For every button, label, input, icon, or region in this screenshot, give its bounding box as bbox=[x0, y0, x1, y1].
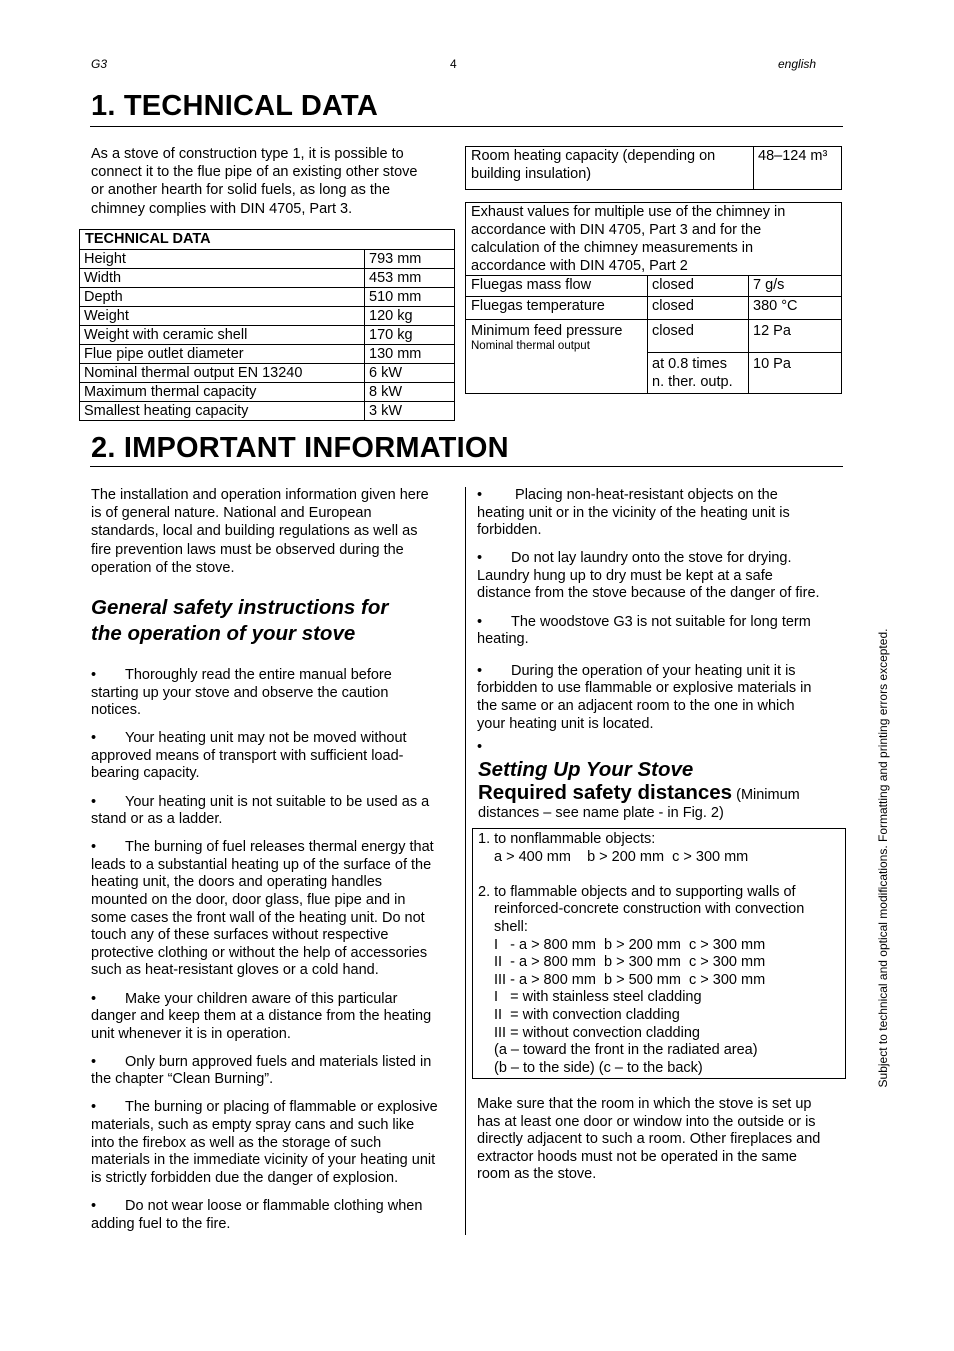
room-note: Make sure that the room in which the stove is set up has at least one door or window into the outside or is directly adjacent to such a room. Other fireplaces and extractor hoods must not be operated in the same room as the stove. bbox=[477, 1096, 821, 1183]
list-item: • Make your children aware of this particular danger and keep them at a distance from the heating unit whenever it is in operation. bbox=[91, 990, 432, 1042]
table-row: Nominal thermal output EN 13240 6 kW bbox=[80, 364, 455, 383]
list-item: • During the operation of your heating unit it is forbidden to use flammable or explosive materials in the same or an adjacent room to the one in which your heating unit is located. bbox=[477, 662, 812, 732]
table-row: Flue pipe outlet diameter 130 mm bbox=[80, 345, 455, 364]
section1-rule bbox=[90, 126, 843, 127]
table-row: Fluegas temperature closed 380 °C bbox=[466, 297, 842, 320]
list-item: • Placing non-heat-resistant objects on the heating unit or in the vicinity of the heating unit is forbidden. bbox=[477, 487, 790, 539]
exhaust-intro: Exhaust values for multiple use of the chimney in accordance with DIN 4705, Part 3 and for the calculation of the chimney measurements in accordance with DIN 4705, Part 2 bbox=[466, 203, 842, 276]
room-heating-value: 48–124 m³ bbox=[754, 147, 842, 190]
table-row: at 0.8 times n. ther. outp. 10 Pa bbox=[466, 353, 842, 394]
table-row: Width 453 mm bbox=[80, 269, 455, 288]
table-row: Fluegas mass flow closed 7 g/s bbox=[466, 276, 842, 297]
left-bullet-list bbox=[91, 667, 459, 1233]
table-row: Minimum feed pressure Nominal thermal output closed 12 Pa bbox=[466, 320, 842, 353]
side-note: Subject to technical and optical modifications. Formatting and printing errors excepted. bbox=[876, 628, 890, 1088]
list-item: • Do not lay laundry onto the stove for drying. Laundry hung up to dry must be kept at a safe distance from the stove because of the danger of fire. bbox=[477, 550, 820, 602]
setup-title: Setting Up Your Stove bbox=[478, 758, 694, 781]
list-item: • Do not wear loose or flammable clothing when adding fuel to the fire. bbox=[91, 1197, 423, 1232]
table-row: Depth 510 mm bbox=[80, 288, 455, 307]
list-item: • The burning of fuel releases thermal energy that leads to a substantial heating up of the surface of the heating unit, the doors and operating handles mounted on the door, door glass, flue pipe and in some cases the front wall of the heating unit. Do not touch any of these surfaces without respective protective clothing or without the help of accessories such as heat-resistant gloves or a cold hand. bbox=[91, 839, 434, 979]
exhaust-values-table bbox=[465, 202, 842, 394]
header-left: G3 bbox=[91, 57, 108, 71]
section1-title: 1. TECHNICAL DATA bbox=[91, 90, 378, 122]
technical-data-header: TECHNICAL DATA bbox=[80, 230, 455, 250]
list-item: • Your heating unit is not suitable to be used as a stand or as a ladder. bbox=[91, 793, 430, 828]
section2-title: 2. IMPORTANT INFORMATION bbox=[91, 432, 509, 464]
room-heating-table bbox=[465, 146, 842, 190]
list-item: • The burning or placing of flammable or explosive materials, such as empty spray cans and such like into the firebox as well as the storage of such materials in the immediate vicinity of your heating unit is strictly forbidden due the danger of explosion. bbox=[91, 1099, 438, 1186]
list-item: • Your heating unit may not be moved without approved means of transport with sufficient load- bearing capacity. bbox=[91, 730, 407, 782]
table-row: Weight 120 kg bbox=[80, 307, 455, 326]
distances-title: Required safety distances bbox=[478, 781, 733, 804]
list-item: • Only burn approved fuels and materials listed in the chapter “Clean Burning”. bbox=[91, 1053, 432, 1088]
table-row: Height 793 mm bbox=[80, 250, 455, 269]
section2-rule bbox=[90, 466, 843, 467]
technical-data-table bbox=[79, 229, 455, 421]
distances-box: 1. to nonflammable objects: a > 400 mm b > 200 mm c > 300 mm 2. to flammable objects and to supporting walls of reinforced-concrete construction with convection shell: I - a > 800 mm b > 200 mm c > 300 mm II - a > 800 mm b > 300 mm c > 300 mm III - a > 800 mm b > 500 mm c > 300 mm I = with stainless steel cladding II = with convection cladding III = without convection cladding (a – toward the front in the radiated area) (b – to the side) (c – to the back) bbox=[472, 828, 846, 1079]
table-row: Maximum thermal capacity 8 kW bbox=[80, 383, 455, 402]
room-heating-label: Room heating capacity (depending on building insulation) bbox=[466, 147, 754, 190]
header-language: english bbox=[778, 57, 817, 71]
list-item: • Thoroughly read the entire manual before starting up your stove and observe the caution notices. bbox=[91, 667, 392, 719]
section2-intro: The installation and operation information given here is of general nature. National and European standards, local and building regulations as well as fire prevention laws must be observed during the operation of the stove. bbox=[91, 487, 429, 576]
table-row: Smallest heating capacity 3 kW bbox=[80, 402, 455, 421]
table-row: Weight with ceramic shell 170 kg bbox=[80, 326, 455, 345]
list-item: • The woodstove G3 is not suitable for long term heating. bbox=[477, 613, 811, 648]
list-item: • bbox=[477, 739, 483, 756]
right-bullet-list bbox=[477, 487, 843, 757]
safety-instructions-title: General safety instructions for the operation of your stove bbox=[91, 596, 389, 645]
distances-heading: Required safety distances (Minimum distances – see name plate - in Fig. 2) bbox=[478, 781, 800, 821]
section1-intro: As a stove of construction type 1, it is possible to connect it to the flue pipe of an existing other stove or another hearth for solid fuels, as long as the chimney complies with DIN 4705, Part 3. bbox=[91, 146, 418, 217]
column-divider bbox=[465, 487, 466, 1235]
page-number: 4 bbox=[450, 57, 457, 71]
